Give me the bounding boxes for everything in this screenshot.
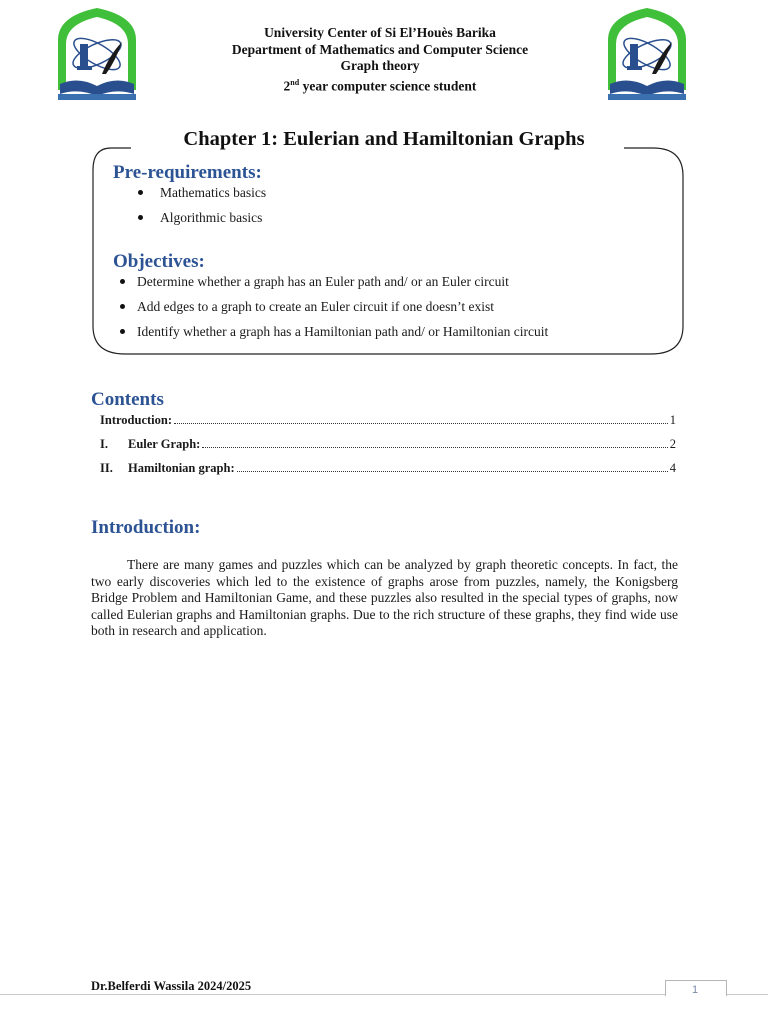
- toc-page: 1: [669, 413, 676, 427]
- list-item: Algorithmic basics: [160, 209, 266, 234]
- toc-page: 2: [669, 437, 676, 451]
- toc-leader: [202, 447, 667, 448]
- toc-number: I.: [100, 437, 108, 451]
- list-item: Add edges to a graph to create an Euler circuit if one doesn’t exist: [137, 297, 548, 322]
- toc-title: Introduction:: [100, 413, 173, 427]
- list-item: Identify whether a graph has a Hamiltonian path and/ or Hamiltonian circuit: [137, 322, 548, 347]
- header-department: Department of Mathematics and Computer Science: [231, 41, 529, 57]
- list-item: Determine whether a graph has an Euler path and/ or an Euler circuit: [137, 272, 548, 297]
- objectives-list: [137, 272, 548, 347]
- toc-entry-introduction[interactable]: [100, 413, 676, 428]
- header-audience: 2nd year computer science student: [283, 77, 477, 93]
- introduction-heading: Introduction:: [91, 517, 201, 538]
- toc-page: 4: [669, 461, 676, 475]
- prerequirements-list: [160, 184, 266, 234]
- university-logo: [52, 4, 142, 102]
- chapter-title: Chapter 1: Eulerian and Hamiltonian Graphs: [183, 128, 585, 150]
- toc-entry-euler-graph[interactable]: [100, 437, 676, 452]
- footer-author: Dr.Belferdi Wassila 2024/2025: [91, 979, 252, 993]
- contents-heading: Contents: [91, 389, 164, 410]
- footer-divider: [0, 994, 768, 995]
- toc-entry-hamiltonian-graph[interactable]: [100, 461, 676, 476]
- header-course: Graph theory: [340, 58, 420, 73]
- list-item: Mathematics basics: [160, 184, 266, 209]
- introduction-paragraph: There are many games and puzzles which can be analyzed by graph theoretic concepts. In fact, the two early discoveries which led to the existence of graphs arose from puzzles, namely, the Konigsberg Bridge Problem and Hamiltonian Game, and these puzzles also resulted in the special types of graphs, now called Eulerian graphs and Hamiltonian graphs. Due to the rich structure of these graphs, they find wide use both in research and application.: [91, 557, 678, 638]
- university-logo: [602, 4, 692, 102]
- header-university: University Center of Si El’Houès Barika: [264, 25, 496, 40]
- page-number: 1: [691, 984, 699, 996]
- toc-number: II.: [100, 461, 113, 475]
- toc-title: Hamiltonian graph:: [128, 461, 235, 475]
- document-header: [160, 25, 600, 95]
- objectives-heading: Objectives:: [113, 251, 205, 272]
- toc-leader: [237, 471, 668, 472]
- toc-leader: [174, 423, 668, 424]
- prerequirements-heading: Pre-requirements:: [113, 162, 262, 183]
- toc-title: Euler Graph:: [128, 437, 201, 451]
